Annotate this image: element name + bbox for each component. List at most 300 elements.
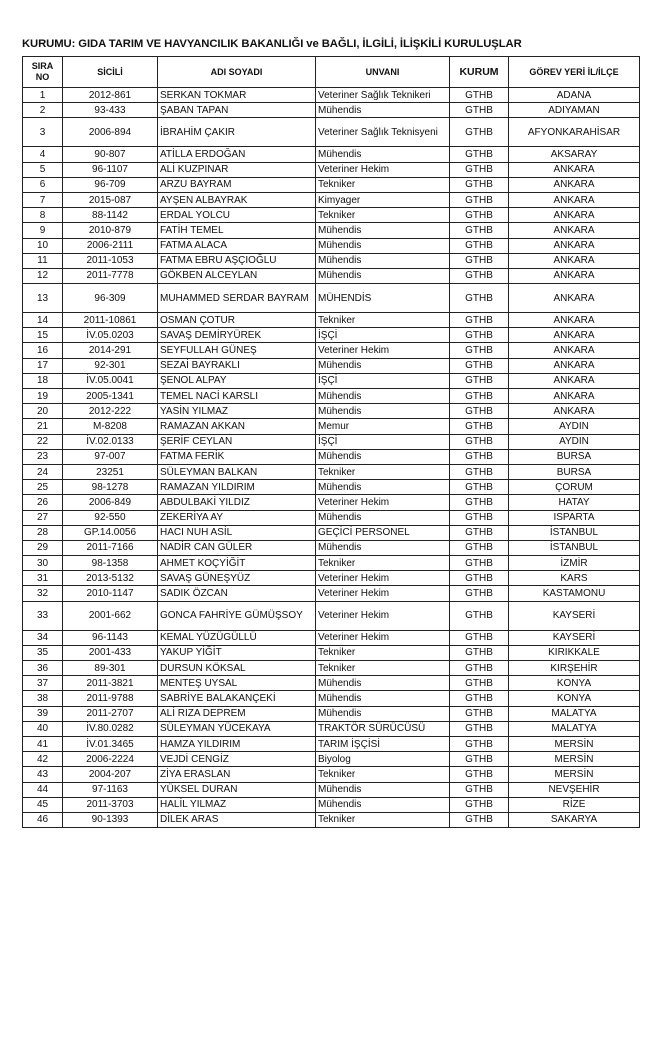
cell-sicil: 2001-662 <box>63 601 158 630</box>
table-row <box>23 797 640 812</box>
cell-sicil: 2013-5132 <box>63 571 158 586</box>
cell-place: ANKARA <box>509 343 640 358</box>
cell-title: Mühendis <box>316 389 450 404</box>
cell-place: ANKARA <box>509 373 640 388</box>
table-row <box>23 767 640 782</box>
cell-sicil: 92-301 <box>63 358 158 373</box>
cell-kurum: GTHB <box>450 88 509 103</box>
cell-kurum: GTHB <box>450 797 509 812</box>
cell-title: Mühendis <box>316 253 450 268</box>
cell-name: FATMA EBRU AŞÇIOĞLU <box>158 253 316 268</box>
cell-name: OSMAN ÇOTUR <box>158 313 316 328</box>
table-row <box>23 208 640 223</box>
cell-name: SAVAŞ DEMİRYÜREK <box>158 328 316 343</box>
cell-name: ARZU BAYRAM <box>158 177 316 192</box>
cell-no: 28 <box>23 525 63 540</box>
cell-name: ZİYA ERASLAN <box>158 767 316 782</box>
cell-sicil: 2014-291 <box>63 343 158 358</box>
cell-name: ERDAL YOLCU <box>158 208 316 223</box>
cell-no: 26 <box>23 495 63 510</box>
cell-title: Tekniker <box>316 208 450 223</box>
cell-sicil: İV.05.0203 <box>63 328 158 343</box>
table-row <box>23 556 640 571</box>
table-row <box>23 103 640 118</box>
cell-kurum: GTHB <box>450 449 509 464</box>
cell-sicil: 88-1142 <box>63 208 158 223</box>
cell-title: Veteriner Hekim <box>316 601 450 630</box>
cell-no: 14 <box>23 313 63 328</box>
cell-sicil: 2006-2224 <box>63 752 158 767</box>
cell-name: ZEKERİYA AY <box>158 510 316 525</box>
cell-kurum: GTHB <box>450 510 509 525</box>
cell-place: KONYA <box>509 676 640 691</box>
cell-kurum: GTHB <box>450 177 509 192</box>
cell-title: Memur <box>316 419 450 434</box>
cell-name: MUHAMMED SERDAR BAYRAM <box>158 284 316 313</box>
cell-kurum: GTHB <box>450 434 509 449</box>
cell-name: DİLEK ARAS <box>158 812 316 827</box>
cell-place: MALATYA <box>509 721 640 736</box>
cell-title: Tekniker <box>316 645 450 660</box>
cell-place: ANKARA <box>509 389 640 404</box>
cell-kurum: GTHB <box>450 147 509 162</box>
cell-sicil: 2011-7778 <box>63 268 158 283</box>
cell-sicil: 2004-207 <box>63 767 158 782</box>
col-header-sicil: SİCİLİ <box>63 57 158 88</box>
cell-place: ISPARTA <box>509 510 640 525</box>
cell-sicil: 2011-7166 <box>63 540 158 555</box>
cell-kurum: GTHB <box>450 630 509 645</box>
cell-name: MENTEŞ UYSAL <box>158 676 316 691</box>
cell-sicil: 23251 <box>63 464 158 479</box>
table-row <box>23 118 640 147</box>
table-row <box>23 434 640 449</box>
cell-title: Mühendis <box>316 676 450 691</box>
cell-sicil: 2005-1341 <box>63 389 158 404</box>
cell-kurum: GTHB <box>450 284 509 313</box>
cell-name: SÜLEYMAN BALKAN <box>158 464 316 479</box>
cell-kurum: GTHB <box>450 691 509 706</box>
cell-no: 4 <box>23 147 63 162</box>
table-row <box>23 177 640 192</box>
cell-name: AHMET KOÇYİĞİT <box>158 556 316 571</box>
cell-kurum: GTHB <box>450 404 509 419</box>
cell-place: ANKARA <box>509 192 640 207</box>
cell-sicil: 96-709 <box>63 177 158 192</box>
cell-place: KIRŞEHİR <box>509 661 640 676</box>
cell-title: Mühendis <box>316 103 450 118</box>
cell-title: Tekniker <box>316 313 450 328</box>
cell-kurum: GTHB <box>450 268 509 283</box>
cell-no: 36 <box>23 661 63 676</box>
cell-sicil: 97-1163 <box>63 782 158 797</box>
cell-name: NADİR CAN GÜLER <box>158 540 316 555</box>
cell-place: ANKARA <box>509 268 640 283</box>
cell-name: ŞABAN TAPAN <box>158 103 316 118</box>
cell-no: 39 <box>23 706 63 721</box>
cell-no: 45 <box>23 797 63 812</box>
document-title: KURUMU: GIDA TARIM VE HAVYANCILIK BAKANLIĞI ve BAĞLI, İLGİLİ, İLİŞKİLİ KURULUŞLAR <box>22 38 522 50</box>
col-header-place: GÖREV YERİ İL/İLÇE <box>509 57 640 88</box>
cell-place: ANKARA <box>509 177 640 192</box>
cell-kurum: GTHB <box>450 373 509 388</box>
cell-kurum: GTHB <box>450 661 509 676</box>
cell-title: Tekniker <box>316 767 450 782</box>
cell-name: YASİN YILMAZ <box>158 404 316 419</box>
cell-title: Tekniker <box>316 177 450 192</box>
cell-no: 35 <box>23 645 63 660</box>
cell-kurum: GTHB <box>450 464 509 479</box>
cell-name: HACI NUH ASİL <box>158 525 316 540</box>
cell-name: SEZAİ BAYRAKLI <box>158 358 316 373</box>
cell-sicil: 2011-1053 <box>63 253 158 268</box>
table-row <box>23 586 640 601</box>
cell-sicil: 2006-2111 <box>63 238 158 253</box>
cell-place: MERSİN <box>509 767 640 782</box>
cell-no: 42 <box>23 752 63 767</box>
cell-title: Veteriner Hekim <box>316 495 450 510</box>
cell-name: İBRAHİM ÇAKIR <box>158 118 316 147</box>
cell-sicil: 97-007 <box>63 449 158 464</box>
cell-title: Mühendis <box>316 147 450 162</box>
cell-name: SADIK ÖZCAN <box>158 586 316 601</box>
table-row <box>23 525 640 540</box>
cell-place: AYDIN <box>509 419 640 434</box>
cell-no: 32 <box>23 586 63 601</box>
table-row <box>23 358 640 373</box>
cell-no: 7 <box>23 192 63 207</box>
cell-place: RİZE <box>509 797 640 812</box>
cell-no: 9 <box>23 223 63 238</box>
cell-name: ATİLLA ERDOĞAN <box>158 147 316 162</box>
cell-place: AFYONKARAHİSAR <box>509 118 640 147</box>
cell-name: ŞERİF CEYLAN <box>158 434 316 449</box>
cell-sicil: 96-1143 <box>63 630 158 645</box>
table-row <box>23 223 640 238</box>
cell-place: KAYSERİ <box>509 630 640 645</box>
cell-place: KASTAMONU <box>509 586 640 601</box>
cell-sicil: 2011-3821 <box>63 676 158 691</box>
cell-place: ÇORUM <box>509 480 640 495</box>
cell-kurum: GTHB <box>450 736 509 751</box>
table-row <box>23 464 640 479</box>
cell-no: 34 <box>23 630 63 645</box>
personnel-table <box>22 56 640 828</box>
cell-sicil: İV.80.0282 <box>63 721 158 736</box>
cell-title: Mühendis <box>316 797 450 812</box>
cell-place: AKSARAY <box>509 147 640 162</box>
cell-sicil: 92-550 <box>63 510 158 525</box>
table-row <box>23 147 640 162</box>
cell-sicil: 89-301 <box>63 661 158 676</box>
cell-kurum: GTHB <box>450 752 509 767</box>
cell-kurum: GTHB <box>450 162 509 177</box>
cell-sicil: 90-1393 <box>63 812 158 827</box>
cell-place: AYDIN <box>509 434 640 449</box>
cell-place: ANKARA <box>509 313 640 328</box>
cell-no: 5 <box>23 162 63 177</box>
cell-place: KAYSERİ <box>509 601 640 630</box>
col-header-kurum: KURUM <box>450 57 509 88</box>
table-row <box>23 676 640 691</box>
cell-title: Mühendis <box>316 268 450 283</box>
table-row <box>23 238 640 253</box>
table-row <box>23 449 640 464</box>
cell-sicil: 2011-9788 <box>63 691 158 706</box>
table-row <box>23 782 640 797</box>
cell-name: ALİ KUZPINAR <box>158 162 316 177</box>
cell-sicil: İV.05.0041 <box>63 373 158 388</box>
cell-name: YAKUP YİĞİT <box>158 645 316 660</box>
cell-place: MERSİN <box>509 736 640 751</box>
cell-title: TARIM İŞÇİSİ <box>316 736 450 751</box>
cell-place: BURSA <box>509 449 640 464</box>
cell-sicil: 96-1107 <box>63 162 158 177</box>
cell-name: SÜLEYMAN YÜCEKAYA <box>158 721 316 736</box>
cell-kurum: GTHB <box>450 419 509 434</box>
table-row <box>23 736 640 751</box>
table-row <box>23 540 640 555</box>
cell-name: ABDULBAKİ YILDIZ <box>158 495 316 510</box>
table-row <box>23 389 640 404</box>
cell-kurum: GTHB <box>450 540 509 555</box>
cell-title: Mühendis <box>316 706 450 721</box>
cell-title: TRAKTÖR SÜRÜCÜSÜ <box>316 721 450 736</box>
cell-no: 25 <box>23 480 63 495</box>
cell-title: Veteriner Hekim <box>316 162 450 177</box>
cell-title: Veteriner Hekim <box>316 586 450 601</box>
cell-title: İŞÇİ <box>316 434 450 449</box>
table-row <box>23 328 640 343</box>
cell-no: 16 <box>23 343 63 358</box>
cell-place: ANKARA <box>509 284 640 313</box>
cell-no: 8 <box>23 208 63 223</box>
table-body <box>23 88 640 828</box>
cell-kurum: GTHB <box>450 782 509 797</box>
table-row <box>23 630 640 645</box>
cell-place: MERSİN <box>509 752 640 767</box>
cell-name: SERKAN TOKMAR <box>158 88 316 103</box>
table-row <box>23 752 640 767</box>
cell-place: BURSA <box>509 464 640 479</box>
cell-kurum: GTHB <box>450 343 509 358</box>
cell-name: SABRİYE BALAKANÇEKİ <box>158 691 316 706</box>
cell-sicil: 2011-3703 <box>63 797 158 812</box>
table-row <box>23 706 640 721</box>
cell-title: Biyolog <box>316 752 450 767</box>
cell-kurum: GTHB <box>450 358 509 373</box>
cell-sicil: 2011-10861 <box>63 313 158 328</box>
cell-title: Mühendis <box>316 480 450 495</box>
cell-sicil: 2010-1147 <box>63 586 158 601</box>
cell-no: 41 <box>23 736 63 751</box>
cell-no: 44 <box>23 782 63 797</box>
table-row <box>23 645 640 660</box>
cell-kurum: GTHB <box>450 601 509 630</box>
cell-no: 10 <box>23 238 63 253</box>
table-row <box>23 88 640 103</box>
cell-kurum: GTHB <box>450 103 509 118</box>
cell-place: ADIYAMAN <box>509 103 640 118</box>
table-row <box>23 480 640 495</box>
cell-title: Mühendis <box>316 691 450 706</box>
cell-no: 38 <box>23 691 63 706</box>
table-row <box>23 284 640 313</box>
cell-title: Veteriner Hekim <box>316 343 450 358</box>
cell-no: 11 <box>23 253 63 268</box>
cell-kurum: GTHB <box>450 767 509 782</box>
cell-kurum: GTHB <box>450 253 509 268</box>
cell-title: Mühendis <box>316 510 450 525</box>
cell-place: SAKARYA <box>509 812 640 827</box>
cell-title: Mühendis <box>316 449 450 464</box>
cell-no: 15 <box>23 328 63 343</box>
cell-title: Tekniker <box>316 556 450 571</box>
cell-kurum: GTHB <box>450 313 509 328</box>
cell-sicil: İV.01.3465 <box>63 736 158 751</box>
cell-sicil: 98-1278 <box>63 480 158 495</box>
cell-place: HATAY <box>509 495 640 510</box>
cell-name: YÜKSEL DURAN <box>158 782 316 797</box>
table-row <box>23 721 640 736</box>
cell-name: HAMZA YILDIRIM <box>158 736 316 751</box>
cell-name: RAMAZAN YILDIRIM <box>158 480 316 495</box>
cell-title: Tekniker <box>316 812 450 827</box>
cell-name: DURSUN KÖKSAL <box>158 661 316 676</box>
cell-title: İŞÇİ <box>316 328 450 343</box>
cell-sicil: 96-309 <box>63 284 158 313</box>
cell-sicil: 2001-433 <box>63 645 158 660</box>
cell-name: ŞENOL ALPAY <box>158 373 316 388</box>
cell-no: 6 <box>23 177 63 192</box>
cell-kurum: GTHB <box>450 208 509 223</box>
cell-title: Mühendis <box>316 238 450 253</box>
col-header-name: ADI SOYADI <box>158 57 316 88</box>
cell-sicil: 2011-2707 <box>63 706 158 721</box>
cell-name: FATİH TEMEL <box>158 223 316 238</box>
cell-place: ANKARA <box>509 358 640 373</box>
cell-no: 2 <box>23 103 63 118</box>
cell-no: 46 <box>23 812 63 827</box>
cell-kurum: GTHB <box>450 223 509 238</box>
cell-no: 24 <box>23 464 63 479</box>
cell-name: ALİ RIZA DEPREM <box>158 706 316 721</box>
cell-sicil: M-8208 <box>63 419 158 434</box>
cell-title: Veteriner Sağlık Teknikeri <box>316 88 450 103</box>
cell-name: TEMEL NACİ KARSLI <box>158 389 316 404</box>
cell-name: FATMA ALACA <box>158 238 316 253</box>
table-row <box>23 571 640 586</box>
cell-place: ANKARA <box>509 223 640 238</box>
cell-no: 20 <box>23 404 63 419</box>
table-row <box>23 404 640 419</box>
cell-place: İSTANBUL <box>509 525 640 540</box>
cell-place: ANKARA <box>509 162 640 177</box>
cell-no: 13 <box>23 284 63 313</box>
cell-no: 18 <box>23 373 63 388</box>
cell-kurum: GTHB <box>450 676 509 691</box>
cell-no: 40 <box>23 721 63 736</box>
cell-name: GONCA FAHRİYE GÜMÜŞSOY <box>158 601 316 630</box>
cell-sicil: 98-1358 <box>63 556 158 571</box>
cell-kurum: GTHB <box>450 812 509 827</box>
cell-no: 30 <box>23 556 63 571</box>
cell-name: RAMAZAN AKKAN <box>158 419 316 434</box>
cell-place: İSTANBUL <box>509 540 640 555</box>
cell-no: 21 <box>23 419 63 434</box>
cell-kurum: GTHB <box>450 721 509 736</box>
cell-title: Veteriner Hekim <box>316 630 450 645</box>
cell-name: VEJDİ CENGİZ <box>158 752 316 767</box>
table-row <box>23 419 640 434</box>
cell-no: 22 <box>23 434 63 449</box>
cell-name: HALİL YILMAZ <box>158 797 316 812</box>
table-row <box>23 162 640 177</box>
cell-kurum: GTHB <box>450 525 509 540</box>
cell-kurum: GTHB <box>450 192 509 207</box>
cell-place: ANKARA <box>509 253 640 268</box>
cell-title: Tekniker <box>316 661 450 676</box>
cell-kurum: GTHB <box>450 645 509 660</box>
cell-sicil: 2012-222 <box>63 404 158 419</box>
cell-title: Mühendis <box>316 404 450 419</box>
cell-title: Kimyager <box>316 192 450 207</box>
cell-place: KIRIKKALE <box>509 645 640 660</box>
cell-no: 12 <box>23 268 63 283</box>
cell-place: ADANA <box>509 88 640 103</box>
cell-place: ANKARA <box>509 238 640 253</box>
table-header-row <box>23 57 640 88</box>
cell-sicil: 2012-861 <box>63 88 158 103</box>
col-header-title: UNVANI <box>316 57 450 88</box>
table-row <box>23 661 640 676</box>
cell-no: 37 <box>23 676 63 691</box>
cell-title: Mühendis <box>316 540 450 555</box>
cell-title: İŞÇİ <box>316 373 450 388</box>
table-row <box>23 192 640 207</box>
cell-title: Tekniker <box>316 464 450 479</box>
cell-title: Mühendis <box>316 223 450 238</box>
table-row <box>23 691 640 706</box>
cell-kurum: GTHB <box>450 480 509 495</box>
cell-kurum: GTHB <box>450 118 509 147</box>
cell-sicil: 2006-894 <box>63 118 158 147</box>
cell-no: 17 <box>23 358 63 373</box>
cell-no: 27 <box>23 510 63 525</box>
cell-place: ANKARA <box>509 208 640 223</box>
cell-title: Mühendis <box>316 782 450 797</box>
cell-name: GÖKBEN ALCEYLAN <box>158 268 316 283</box>
cell-place: NEVŞEHİR <box>509 782 640 797</box>
cell-sicil: GP.14.0056 <box>63 525 158 540</box>
cell-sicil: 2006-849 <box>63 495 158 510</box>
table-row <box>23 510 640 525</box>
cell-kurum: GTHB <box>450 238 509 253</box>
cell-place: KARS <box>509 571 640 586</box>
cell-name: FATMA FERİK <box>158 449 316 464</box>
cell-no: 23 <box>23 449 63 464</box>
cell-sicil: 2010-879 <box>63 223 158 238</box>
cell-no: 1 <box>23 88 63 103</box>
cell-kurum: GTHB <box>450 328 509 343</box>
cell-no: 43 <box>23 767 63 782</box>
cell-no: 3 <box>23 118 63 147</box>
cell-name: AYŞEN ALBAYRAK <box>158 192 316 207</box>
cell-place: KONYA <box>509 691 640 706</box>
cell-sicil: 90-807 <box>63 147 158 162</box>
cell-title: Veteriner Hekim <box>316 571 450 586</box>
cell-title: MÜHENDİS <box>316 284 450 313</box>
